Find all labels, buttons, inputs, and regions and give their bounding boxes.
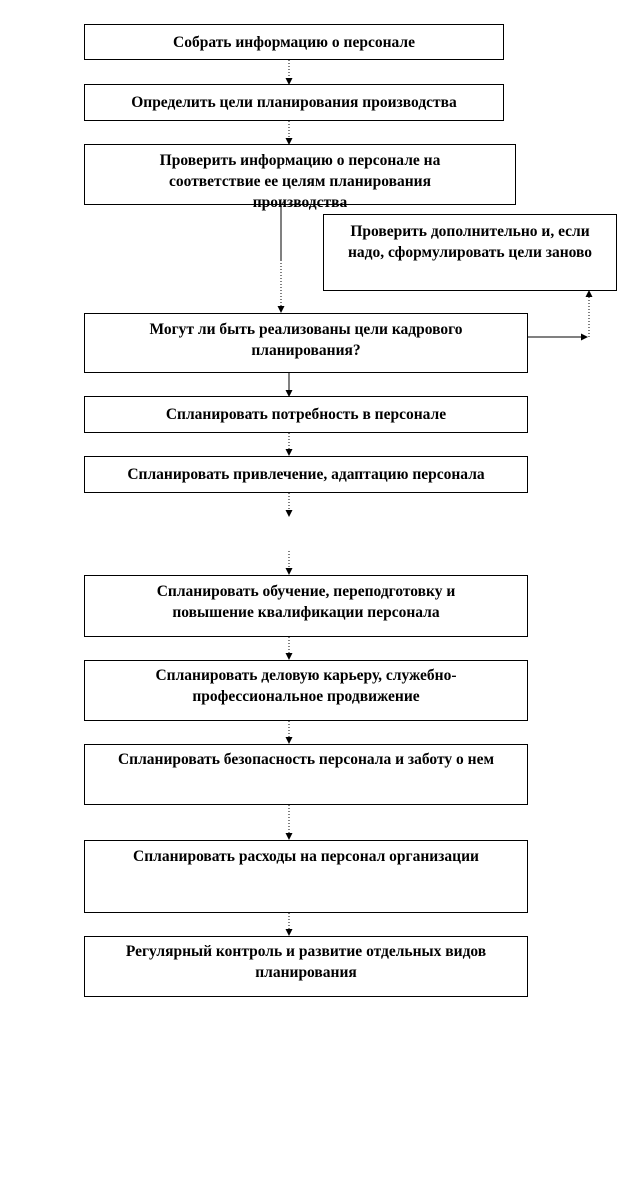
step-collect-personnel-info: Собрать информацию о персонале xyxy=(84,24,504,60)
step-plan-training: Спланировать обучение, переподготовку и повышение квалификации персонала xyxy=(84,575,528,637)
step-plan-expenses: Спланировать расходы на персонал организации xyxy=(84,840,528,913)
step-regular-control: Регулярный контроль и развитие отдельных видов планирования xyxy=(84,936,528,997)
step-check-personnel-info: Проверить информацию о персонале на соответствие ее целям планирования производства xyxy=(84,144,516,205)
step-plan-career: Спланировать деловую карьеру, служебно-профессиональное продвижение xyxy=(84,660,528,721)
decision-goals-feasible: Могут ли быть реализованы цели кадрового планирования? xyxy=(84,313,528,373)
step-plan-safety: Спланировать безопасность персонала и заботу о нем xyxy=(84,744,528,805)
step-recheck-reformulate-goals: Проверить дополнительно и, если надо, сформулировать цели заново xyxy=(323,214,617,291)
step-plan-personnel-demand: Спланировать потребность в персонале xyxy=(84,396,528,433)
step-define-production-goals: Определить цели планирования производства xyxy=(84,84,504,121)
step-plan-recruitment-adaptation: Спланировать привлечение, адаптацию персонала xyxy=(84,456,528,493)
